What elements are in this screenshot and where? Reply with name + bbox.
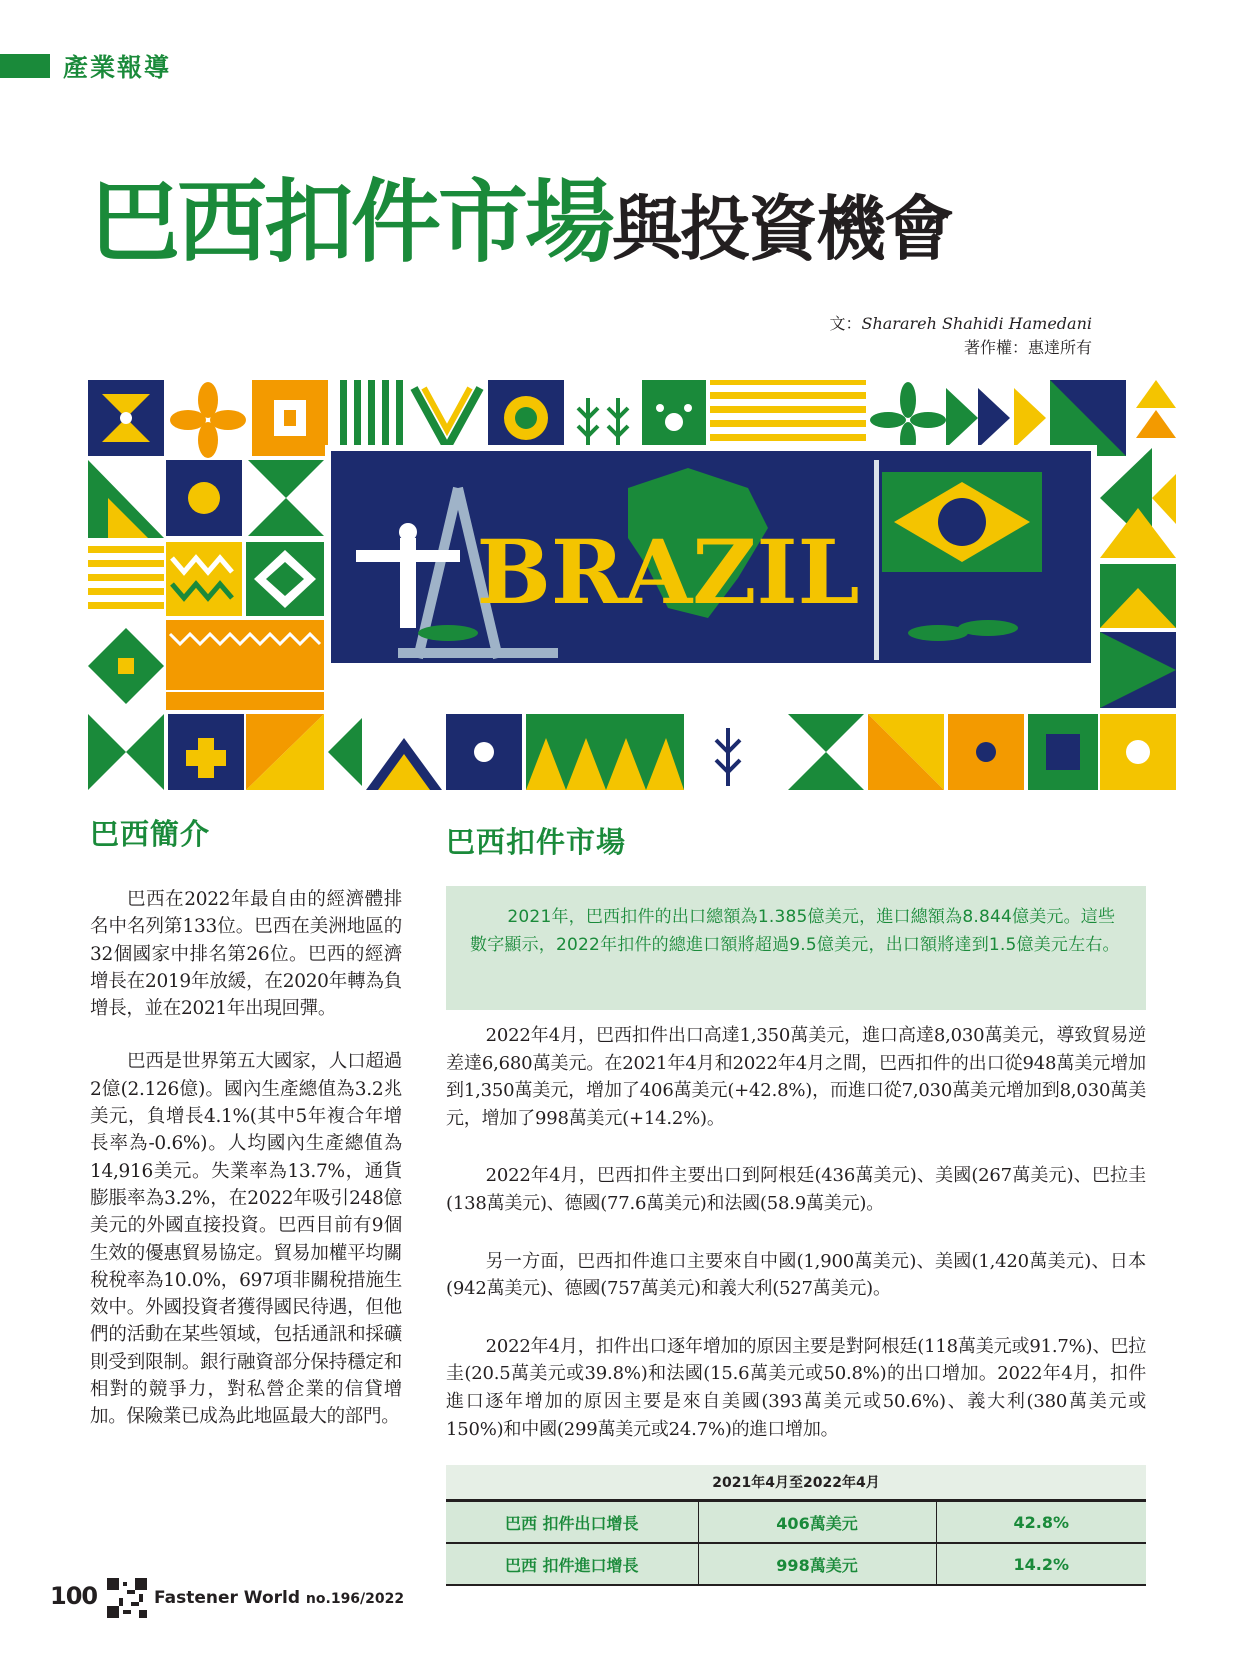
byline [829,312,1092,360]
row-percent: 14.2% [936,1543,1146,1585]
row-label: 巴西 扣件出口增長 [446,1501,698,1544]
qr-code-icon [107,1578,147,1618]
heading-fastener-market: 巴西扣件市場 [446,825,627,859]
section-marker [0,54,50,78]
author-name: Sharareh Shahidi Hamedani [861,314,1092,333]
market-paragraph: 2022年4月，巴西扣件出口高達1,350萬美元，進口高達8,030萬美元，導致貿易逆差達6,680萬美元。在2021年4月和2022年4月之間，巴西扣件的出口從948萬美元增加到1,350萬美元，增加了406萬美元(+42.8%)，而進口從7,030萬美元增加到8,030萬美元，增加了998萬美元(+14.2%)。 [446,1025,1146,1129]
magazine-name [154,1588,404,1608]
title-part-2: 與投資機會 [612,188,952,270]
highlight-box: 2021年，巴西扣件的出口總額為1.385億美元，進口總額為8.844億美元。這些數字顯示，2022年扣件的總進口額將超過9.5億美元，出口額將達到1.5億美元左右。 [446,886,1146,1010]
table-header: 2021年4月至2022年4月 [446,1465,1146,1501]
issue-number: no.196/2022 [305,1591,405,1607]
section-label: 產業報導 [63,53,172,82]
row-amount: 406萬美元 [698,1501,936,1544]
title-part-1: 巴西扣件市場 [90,170,612,275]
brazil-banner-illustration [88,378,1240,792]
table-row [446,1543,1146,1585]
market-paragraph: 另一方面，巴西扣件進口主要來自中國(1,900萬美元)、美國(1,420萬美元)、日本(942萬美元)、德國(757萬美元)和義大利(527萬美元)。 [446,1250,1146,1300]
market-column [446,1022,1146,1473]
banner-word: BRAZIL [476,520,860,624]
intro-paragraph: 巴西在2022年最自由的經濟體排名中名列第133位。巴西在美洲地區的32個國家中排名第26位。巴西的經濟增長在2019年放緩，在2020年轉為負增長，並在2021年出現回彈。 [90,889,402,1020]
magazine-title: Fastener World [154,1588,306,1608]
table-header-row [446,1465,1146,1501]
copyright-line: 著作權：惠達所有 [963,338,1092,357]
article-title [90,170,952,275]
row-amount: 998萬美元 [698,1543,936,1585]
market-paragraph: 2022年4月，扣件出口逐年增加的原因主要是對阿根廷(118萬美元或91.7%)、巴拉圭(20.5萬美元或39.8%)和法國(15.6萬美元或50.8%)的出口增加。2022年4月，扣件進口逐年增加的原因主要是來自美國(393萬美元或50.6%)、義大利(380萬美元或150%)和中國(299萬美元或24.7%)的進口增加。 [446,1335,1146,1440]
page-number: 100 [50,1582,98,1610]
row-percent: 42.8% [936,1501,1146,1544]
intro-paragraph: 巴西是世界第五大國家，人口超過2億(2.126億)。國內生產總值為3.2兆美元，負增長4.1%(其中5年複合年增長率為-0.6%)。人均國內生產總值為14,916美元。失業率為13.7%，通貨膨脹率為3.2%，在2022年吸引248億美元的外國直接投資。巴西目前有9個生效的優惠貿易協定。貿易加權平均關稅稅率為10.0%，697項非關稅措施生效中。外國投資者獲得國民待遇，但他們的活動在某些領域，包括通訊和採礦則受到限制。銀行融資部分保持穩定和相對的競爭力，對私營企業的信貸增加。保險業已成為此地區最大的部門。 [90,1051,402,1428]
heading-brazil-intro: 巴西簡介 [90,817,211,851]
flower-tile [170,382,246,458]
table-row [446,1501,1146,1544]
row-label: 巴西 扣件進口增長 [446,1543,698,1585]
growth-table [446,1465,1146,1586]
market-paragraph: 2022年4月，巴西扣件主要出口到阿根廷(436萬美元)、美國(267萬美元)、巴拉圭(138萬美元)、德國(77.6萬美元)和法國(58.9萬美元)。 [446,1165,1146,1214]
author-prefix: 文： [829,314,862,333]
intro-column [90,886,402,1457]
